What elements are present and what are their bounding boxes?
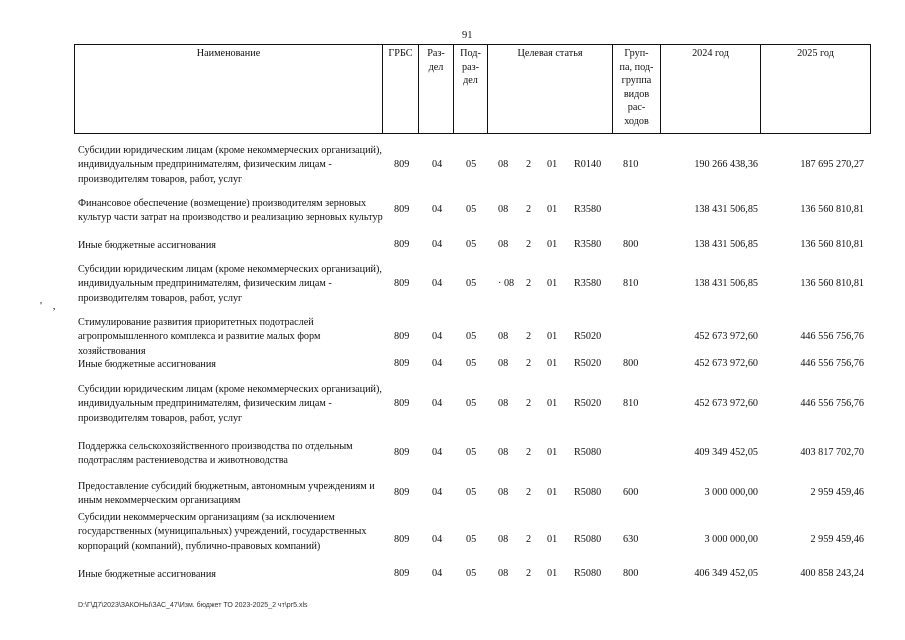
table-row [74,316,871,359]
cell-c4: R5020 [574,358,602,369]
cell-c3: 01 [547,278,558,290]
cell-vr: 810 [623,159,639,171]
row-name: Субсидии юридическим лицам (кроме некоммерческих организаций), индивидуальным предпринимателям, физическим лицам - производителям товаров, работ, услуг [78,264,382,304]
cell-c2: 2 [526,239,532,250]
cell-y2025: 446 556 756,76 [800,398,864,410]
cell-pr: 05 [466,159,477,171]
header-target-article: Целевая статья [487,45,612,133]
cell-c1: 08 [498,358,509,369]
cell-c1: 08 [498,159,509,171]
cell-rz: 04 [432,159,443,171]
cell-grbs: 809 [394,487,410,499]
cell-rz: 04 [432,447,443,459]
cell-y2025: 2 959 459,46 [810,533,864,545]
table-row [74,511,871,569]
cell-rz: 04 [432,278,443,290]
cell-c4: R3580 [574,239,602,250]
row-name: Субсидии юридическим лицам (кроме некоммерческих организаций), индивидуальным предпринимателям, физическим лицам - производителям товаров, работ, услуг [78,384,382,424]
cell-y2025: 400 858 243,24 [800,568,864,579]
header-razdel: Раз- дел [418,45,453,133]
cell-c1: 08 [498,533,509,545]
cell-y2025: 446 556 756,76 [800,331,864,343]
cell-c1: · 08 [498,278,515,290]
cell-grbs: 809 [394,358,410,369]
cell-vr: 800 [623,568,639,579]
row-name: Субсидии некоммерческим организациям (за исключением государственных (муниципальных) учреждений, государственных корпораций (компаний), публично-правовых компаний) [78,512,367,552]
cell-c2: 2 [526,331,532,343]
cell-c1: 08 [498,487,509,499]
cell-rz: 04 [432,358,443,369]
cell-c4: R5080 [574,568,602,579]
row-name: Предоставление субсидий бюджетным, автономным учреждениям и иным некоммерческим организациям [78,481,375,507]
cell-y2025: 136 560 810,81 [800,278,864,290]
cell-y2025: 2 959 459,46 [810,487,864,499]
cell-rz: 04 [432,487,443,499]
header-grbs: ГРБС [382,45,418,133]
cell-vr: 800 [623,358,639,369]
cell-c1: 08 [498,239,509,250]
table-row [74,239,871,255]
cell-c2: 2 [526,398,532,410]
cell-rz: 04 [432,239,443,250]
cell-c3: 01 [547,204,558,216]
cell-rz: 04 [432,398,443,410]
page-number: 91 [462,30,473,41]
table-row [74,568,871,584]
header-2025: 2025 год [760,45,871,133]
cell-grbs: 809 [394,239,410,250]
cell-y2024: 3 000 000,00 [704,487,758,499]
cell-c1: 08 [498,204,509,216]
row-name: Поддержка сельскохозяйственного производства по отдельным подотраслям растениеводства и животноводства [78,441,353,467]
header-podrazdel: Под- раз- дел [453,45,487,133]
cell-vr: 800 [623,239,639,250]
cell-pr: 05 [466,358,477,369]
row-name: Стимулирование развития приоритетных подотраслей агропромышленного комплекса и развитие малых форм хозяйствования [78,317,321,357]
cell-y2024: 452 673 972,60 [694,331,758,343]
cell-pr: 05 [466,568,477,579]
header-2024: 2024 год [660,45,760,133]
cell-rz: 04 [432,533,443,545]
cell-c3: 01 [547,568,558,579]
cell-y2025: 136 560 810,81 [800,239,864,250]
cell-pr: 05 [466,239,477,250]
row-name: Субсидии юридическим лицам (кроме некоммерческих организаций), индивидуальным предпринимателям, физическим лицам - производителям товаров, работ, услуг [78,145,382,185]
table-row [74,197,871,226]
cell-y2024: 409 349 452,05 [694,447,758,459]
header-name: Наименование [74,45,382,133]
cell-y2024: 406 349 452,05 [694,568,758,579]
cell-c3: 01 [547,487,558,499]
cell-c4: R0140 [574,159,602,171]
cell-c4: R5080 [574,447,602,459]
cell-c4: R3580 [574,204,602,216]
cell-pr: 05 [466,533,477,545]
cell-rz: 04 [432,331,443,343]
cell-c1: 08 [498,568,509,579]
cell-vr: 600 [623,487,639,499]
cell-c1: 08 [498,447,509,459]
cell-c3: 01 [547,533,558,545]
row-name: Иные бюджетные ассигнования [78,569,216,580]
row-name: Иные бюджетные ассигнования [78,359,216,370]
cell-grbs: 809 [394,398,410,410]
table-row [74,383,871,426]
cell-c3: 01 [547,398,558,410]
cell-c2: 2 [526,447,532,459]
cell-c4: R5020 [574,331,602,343]
cell-c2: 2 [526,358,532,369]
cell-c2: 2 [526,568,532,579]
cell-c2: 2 [526,159,532,171]
cell-c1: 08 [498,331,509,343]
cell-c2: 2 [526,204,532,216]
cell-y2024: 138 431 506,85 [694,239,758,250]
cell-grbs: 809 [394,568,410,579]
cell-c1: 08 [498,398,509,410]
cell-c4: R5080 [574,487,602,499]
cell-y2024: 452 673 972,60 [694,398,758,410]
cell-y2024: 452 673 972,60 [694,358,758,369]
cell-pr: 05 [466,331,477,343]
cell-y2024: 138 431 506,85 [694,204,758,216]
cell-y2024: 3 000 000,00 [704,533,758,545]
row-name: Иные бюджетные ассигнования [78,240,216,251]
cell-pr: 05 [466,447,477,459]
cell-c3: 01 [547,239,558,250]
cell-pr: 05 [466,204,477,216]
cell-y2025: 187 695 270,27 [800,159,864,171]
cell-grbs: 809 [394,159,410,171]
cell-c3: 01 [547,331,558,343]
cell-c2: 2 [526,278,532,290]
cell-c3: 01 [547,159,558,171]
cell-y2024: 190 266 438,36 [694,159,758,171]
row-name: Финансовое обеспечение (возмещение) производителям зерновых культур части затрат на производство и реализацию зерновых культур [78,198,383,224]
cell-y2024: 138 431 506,85 [694,278,758,290]
cell-c3: 01 [547,358,558,369]
cell-grbs: 809 [394,278,410,290]
stray-marks: ' , [40,300,60,312]
cell-pr: 05 [466,487,477,499]
cell-vr: 810 [623,398,639,410]
cell-pr: 05 [466,278,477,290]
cell-grbs: 809 [394,533,410,545]
table-row [74,440,871,469]
cell-c3: 01 [547,447,558,459]
file-path-footer: D:\Г\Д7\2023\ЗАКОНЫ\ЗАС_47\Изм. бюджет ТО 2023-2025_2 чт\рг5.xls [78,602,308,609]
cell-c4: R3580 [574,278,602,290]
table-row [74,144,871,187]
cell-rz: 04 [432,204,443,216]
table-row [74,263,871,306]
cell-c4: R5080 [574,533,602,545]
table-header [74,44,871,134]
cell-vr: 810 [623,278,639,290]
table-row [74,480,871,509]
cell-y2025: 403 817 702,70 [800,447,864,459]
cell-y2025: 136 560 810,81 [800,204,864,216]
cell-c4: R5020 [574,398,602,410]
cell-pr: 05 [466,398,477,410]
cell-grbs: 809 [394,447,410,459]
cell-rz: 04 [432,568,443,579]
cell-grbs: 809 [394,331,410,343]
cell-c2: 2 [526,487,532,499]
header-expense-group: Груп- па, под- группа видов рас- ходов [612,45,660,133]
cell-vr: 630 [623,533,639,545]
table-row [74,358,871,374]
cell-grbs: 809 [394,204,410,216]
cell-y2025: 446 556 756,76 [800,358,864,369]
cell-c2: 2 [526,533,532,545]
